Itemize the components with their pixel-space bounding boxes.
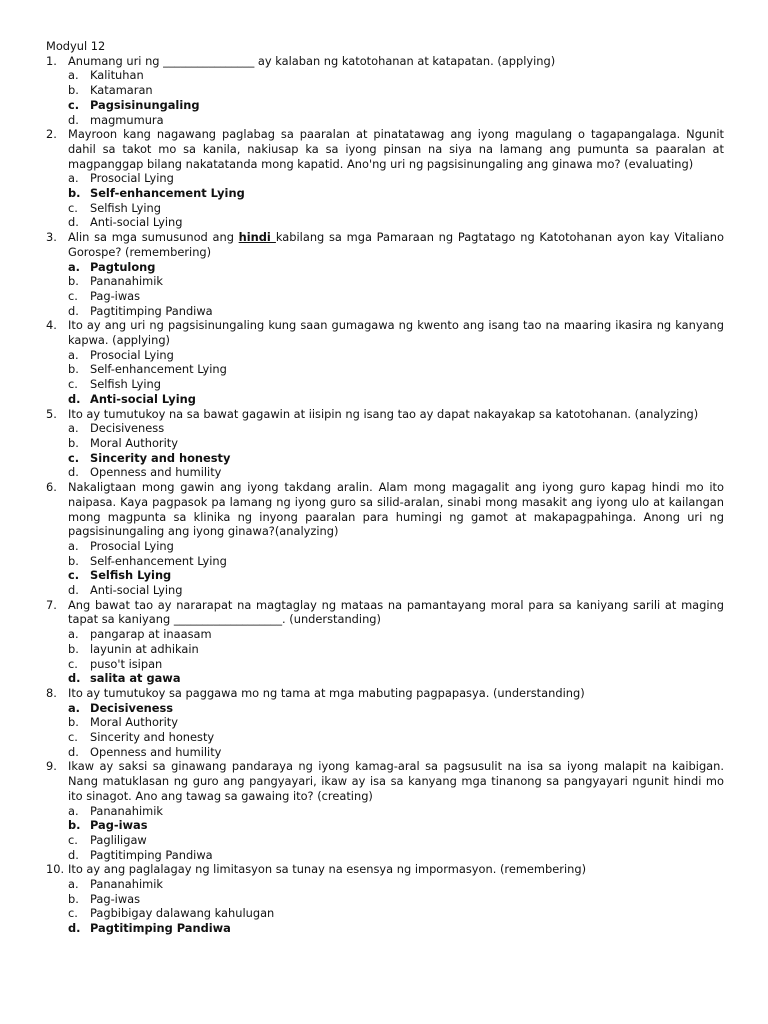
answer-option (46, 362, 724, 377)
question-text-part: kabilang sa mga Pamaraan ng Pagtatago ng Katotohanan ayon kay Vitaliano Gorospe? (remembering) (68, 230, 724, 259)
option-letter: d. (68, 583, 79, 598)
option-text: Pag-iwas (90, 891, 141, 906)
question-8 (46, 686, 724, 701)
question-number: 6. (46, 480, 57, 495)
option-text: Pagtitimping Pandiwa (90, 921, 231, 936)
option-letter: a. (68, 700, 81, 715)
answer-option (46, 171, 724, 186)
option-text: Pagtitimping Pandiwa (90, 303, 213, 318)
question-number: 10. (46, 862, 65, 877)
option-text: magmumura (90, 112, 164, 127)
option-letter: c. (68, 656, 78, 671)
question-number: 8. (46, 685, 57, 700)
answer-option-correct (46, 392, 724, 407)
option-text: Self-enhancement Lying (90, 186, 245, 201)
answer-option (46, 642, 724, 657)
answer-option (46, 215, 724, 230)
answer-option (46, 583, 724, 598)
answer-option (46, 627, 724, 642)
option-text: Pananahimik (90, 877, 163, 892)
answer-option (46, 304, 724, 319)
document-title: Modyul 12 (46, 39, 106, 53)
answer-option (46, 201, 724, 216)
option-letter: c. (68, 832, 78, 847)
option-letter: d. (68, 465, 79, 480)
answer-option (46, 804, 724, 819)
option-text: Pagbibigay dalawang kahulugan (90, 906, 275, 921)
answer-option (46, 877, 724, 892)
option-letter: b. (68, 435, 79, 450)
question-text: Ito ay tumutukoy sa paggawa mo ng tama at mga mabuting pagpapasya. (understanding) (68, 685, 585, 700)
option-letter: b. (68, 641, 79, 656)
question-text: Ito ay ang paglalagay ng limitasyon sa tunay na esensya ng impormasyon. (remembering) (68, 862, 587, 877)
answer-option (46, 113, 724, 128)
question-6 (46, 480, 724, 539)
option-text: Decisiveness (90, 421, 165, 436)
option-text: puso't isipan (90, 656, 163, 671)
option-text: Sincerity and honesty (90, 450, 231, 465)
option-text: Pagtulong (90, 259, 156, 274)
option-letter: c. (68, 906, 78, 921)
option-letter: c. (68, 450, 80, 465)
option-letter: a. (68, 803, 79, 818)
question-text: Anumang uri ng ________________ ay kalaban ng katotohanan at katapatan. (applying) (68, 53, 556, 68)
answer-option (46, 348, 724, 363)
question-number: 5. (46, 406, 57, 421)
option-text: Selfish Lying (90, 568, 172, 583)
option-letter: a. (68, 538, 79, 553)
option-text: Anti-social Lying (90, 583, 183, 598)
question-4 (46, 318, 724, 347)
option-letter: c. (68, 568, 80, 583)
answer-option (46, 833, 724, 848)
question-10 (46, 862, 724, 877)
question-number: 1. (46, 53, 57, 68)
answer-option (46, 68, 724, 83)
question-number: 2. (46, 127, 57, 142)
question-number: 4. (46, 318, 57, 333)
option-letter: a. (68, 347, 79, 362)
option-text: Sincerity and honesty (90, 730, 215, 745)
option-text: Pag-iwas (90, 818, 148, 833)
option-text: Pananahimik (90, 274, 163, 289)
option-text: Pagliligaw (90, 832, 147, 847)
option-letter: b. (68, 715, 79, 730)
question-text: Ang bawat tao ay nararapat na magtaglay ng mataas na pamantayang moral para sa kaniyang sarili at maging tapat sa kaniyang ___________________. (understanding) (68, 597, 724, 627)
question-text: Mayroon kang nagawang paglabag sa paaralan at pinatatawag ang iyong magulang o tagapangalaga. Ngunit dahil sa takot mo sa kanila, nakiusap ka sa iyong pinsan na siya na lamang ang pumunta sa paaralan at magpanggap bilang nakatatanda mong kapatid. Ano'ng uri ng pagsisinungaling ang ginawa mo? (evaluating) (68, 127, 724, 171)
question-1 (46, 54, 724, 69)
document-page (46, 39, 724, 936)
answer-option-correct (46, 921, 724, 936)
option-letter: a. (68, 627, 79, 642)
answer-option-correct (46, 568, 724, 583)
option-text: layunin at adhikain (90, 641, 199, 656)
answer-option (46, 745, 724, 760)
answer-option (46, 421, 724, 436)
answer-option (46, 892, 724, 907)
question-text: Ito ay tumutukoy na sa bawat gagawin at iisipin ng isang tao ay dapat nakayakap sa katotohanan. (analyzing) (68, 406, 699, 421)
option-letter: b. (68, 891, 79, 906)
option-letter: d. (68, 921, 81, 936)
option-letter: b. (68, 186, 81, 201)
answer-option (46, 377, 724, 392)
answer-option (46, 715, 724, 730)
option-letter: d. (68, 744, 79, 759)
option-text: Selfish Lying (90, 377, 162, 392)
answer-option (46, 274, 724, 289)
option-text: Prosocial Lying (90, 538, 174, 553)
option-letter: b. (68, 83, 79, 98)
option-text: Pag-iwas (90, 288, 141, 303)
option-text: Kalituhan (90, 68, 144, 83)
answer-option-correct (46, 818, 724, 833)
option-text: Katamaran (90, 83, 153, 98)
answer-option-correct (46, 98, 724, 113)
question-text-emphasis: hindi (238, 230, 276, 245)
option-letter: b. (68, 553, 79, 568)
option-letter: c. (68, 97, 80, 112)
option-text: salita at gawa (90, 671, 181, 686)
answer-option-correct (46, 260, 724, 275)
question-9 (46, 759, 724, 803)
question-3 (46, 230, 724, 259)
option-text: Pagsisinungaling (90, 97, 200, 112)
option-text: Pagtitimping Pandiwa (90, 847, 213, 862)
answer-option (46, 730, 724, 745)
option-text: Openness and humility (90, 465, 222, 480)
option-letter: d. (68, 671, 81, 686)
answer-option (46, 657, 724, 672)
answer-option-correct (46, 186, 724, 201)
answer-option (46, 539, 724, 554)
option-letter: d. (68, 112, 79, 127)
question-text: Ikaw ay saksi sa ginawang pandaraya ng iyong kamag-aral sa pagsusulit na isa sa iyong malapit na kaibigan. Nang matuklasan ng guro ang pangyayari, ikaw ay isa sa kanyang mga tinanong sa pangyayari ngunit hindi mo ito sinagot. Ano ang tawag sa gawaing ito? (creating) (68, 759, 724, 803)
question-7 (46, 598, 724, 627)
question-text (68, 230, 724, 259)
answer-option (46, 906, 724, 921)
option-letter: c. (68, 200, 78, 215)
answer-option (46, 848, 724, 863)
option-letter: c. (68, 288, 78, 303)
question-2 (46, 127, 724, 171)
answer-option (46, 83, 724, 98)
option-letter: d. (68, 303, 79, 318)
question-5 (46, 407, 724, 422)
answer-option-correct (46, 701, 724, 716)
answer-option (46, 465, 724, 480)
question-number: 3. (46, 230, 57, 245)
option-letter: a. (68, 421, 79, 436)
question-number: 9. (46, 759, 57, 774)
question-list (46, 54, 724, 936)
option-text: Prosocial Lying (90, 347, 174, 362)
option-text: Anti-social Lying (90, 215, 183, 230)
option-letter: d. (68, 847, 79, 862)
option-text: pangarap at inaasam (90, 627, 212, 642)
answer-option (46, 554, 724, 569)
option-text: Self-enhancement Lying (90, 553, 227, 568)
question-text: Nakaligtaan mong gawin ang iyong takdang aralin. Alam mong magagalit ang iyong guro kapag hindi mo ito naipasa. Kaya pagpasok pa lamang ng iyong guro sa silid-aralan, sinabi mong masakit ang iyong ulo at kailangan mong magpunta sa klinika ng inyong paaralan para humingi ng gamot at makapagpahinga. Anong uri ng pagsisinungaling ang iyong ginawa?(analyzing) (68, 480, 724, 539)
option-letter: a. (68, 259, 81, 274)
option-letter: d. (68, 215, 79, 230)
option-text: Pananahimik (90, 803, 163, 818)
option-letter: a. (68, 171, 79, 186)
question-text-part: Alin sa mga sumusunod ang (68, 230, 239, 245)
answer-option-correct (46, 451, 724, 466)
question-text: Ito ay ang uri ng pagsisinungaling kung saan gumagawa ng kwento ang isang tao na maaring ikasira ng kanyang kapwa. (applying) (68, 318, 724, 348)
option-text: Moral Authority (90, 715, 178, 730)
option-letter: a. (68, 68, 79, 83)
option-letter: b. (68, 818, 81, 833)
answer-option (46, 289, 724, 304)
option-letter: c. (68, 730, 78, 745)
option-letter: c. (68, 377, 78, 392)
option-letter: b. (68, 362, 79, 377)
option-text: Openness and humility (90, 744, 222, 759)
option-text: Decisiveness (90, 700, 174, 715)
option-letter: a. (68, 877, 79, 892)
option-text: Moral Authority (90, 435, 178, 450)
option-text: Anti-social Lying (90, 391, 196, 406)
option-text: Self-enhancement Lying (90, 362, 227, 377)
option-text: Selfish Lying (90, 200, 162, 215)
answer-option (46, 436, 724, 451)
option-letter: d. (68, 391, 81, 406)
answer-option-correct (46, 671, 724, 686)
option-text: Prosocial Lying (90, 171, 174, 186)
question-number: 7. (46, 597, 57, 612)
option-letter: b. (68, 274, 79, 289)
